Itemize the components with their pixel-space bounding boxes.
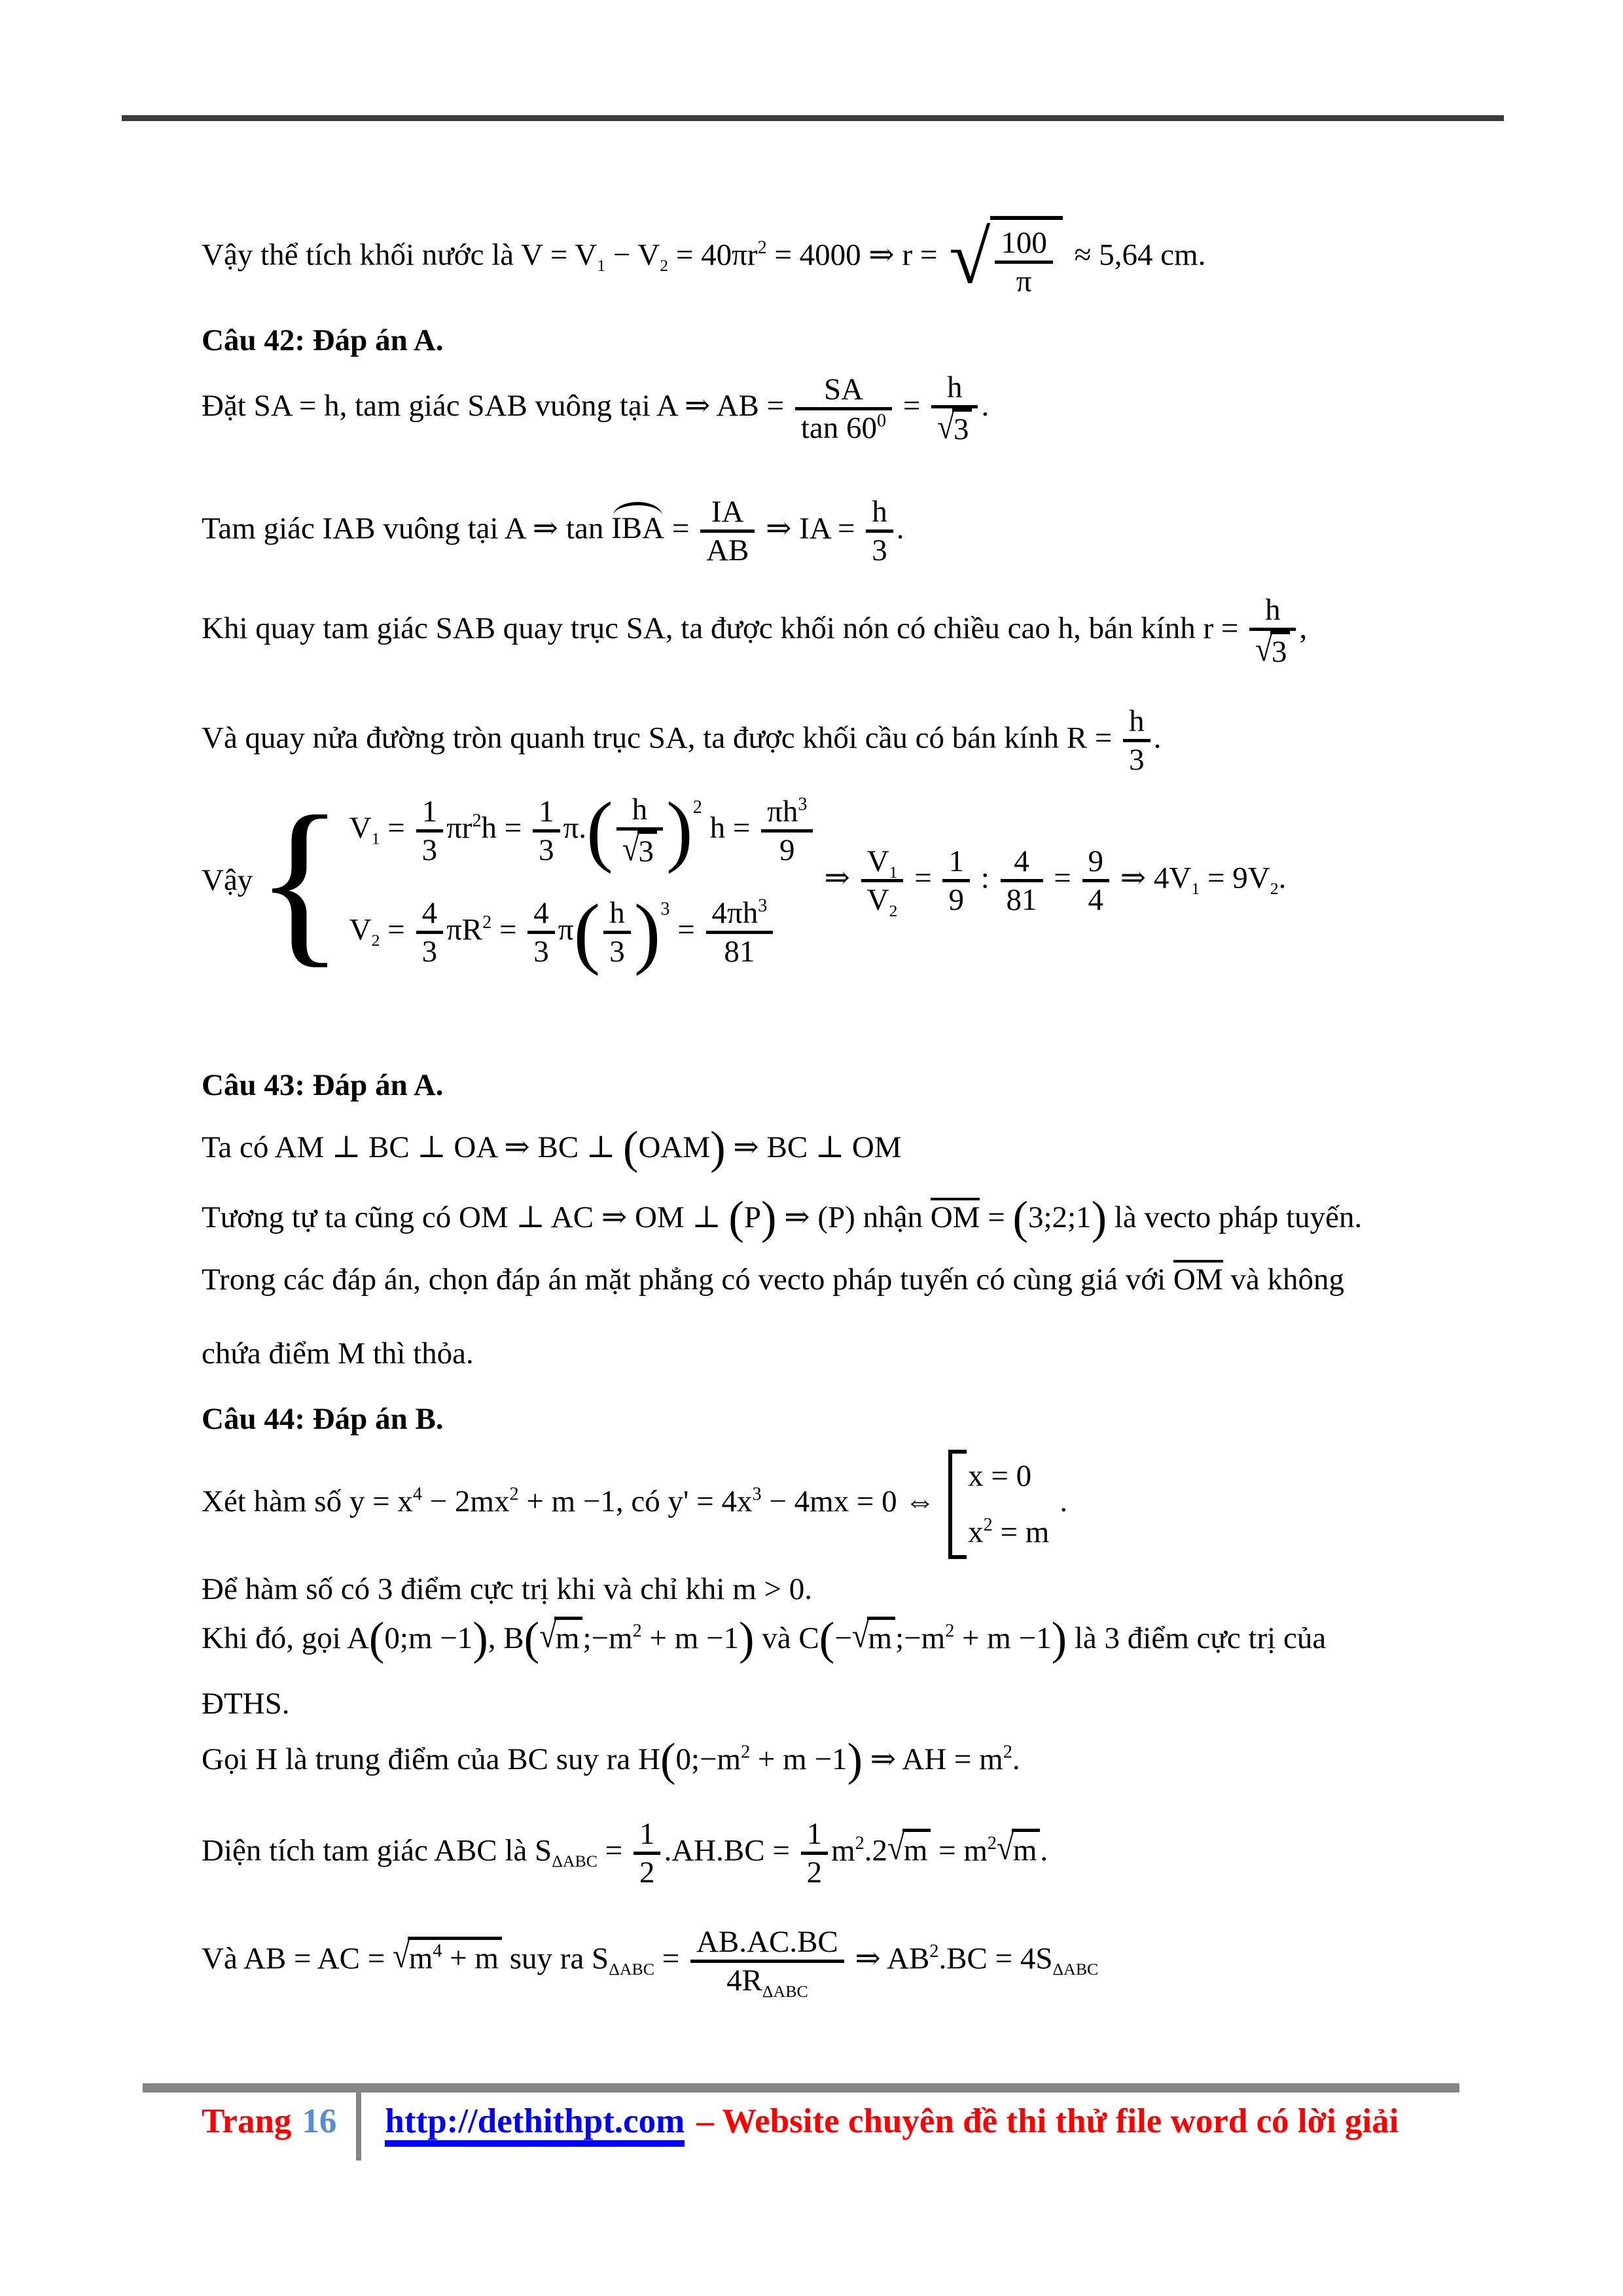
math-text: 0;−m [675,1742,741,1776]
radical-icon: √ [937,408,954,446]
superscript: 2 [855,1833,865,1854]
fraction [761,794,813,868]
radicand: m [554,1617,583,1657]
right-paren-icon: ) [666,786,693,875]
math-text: , [1299,611,1308,645]
subscript: ΔABC [609,1960,654,1979]
fraction [1001,844,1043,918]
math-text: + m −1, có y' = 4x [518,1484,753,1519]
math-text: . [1153,721,1162,755]
math-text: = [654,1941,687,1976]
math-text: V [866,883,889,918]
superscript: 2 [509,1484,519,1505]
fraction-denominator: 2 [806,1856,823,1890]
fraction-numerator: h [616,792,663,831]
fraction-denominator: 3 [421,833,438,867]
trang-label: Trang [202,2102,292,2140]
paragraph-tuong-tu [202,1192,1363,1244]
paragraph-dths: ĐTHS. [202,1687,290,1721]
radical-icon: √ [851,1617,869,1655]
text-segment: Ta có AM ⊥ BC ⊥ OA ⇒ BC ⊥ [202,1130,623,1164]
math-text: h = [702,810,758,845]
math-text: = [669,912,703,947]
superscript: 3 [798,794,808,815]
math-text: πR [446,912,483,947]
right-paren-icon: ) [761,1192,777,1244]
math-text: + m −1 [954,1621,1052,1655]
fraction-denominator: 3 [421,935,438,969]
radicand [990,216,1063,299]
cases-bracket [948,1450,1054,1559]
fraction-numerator: SA [795,372,892,410]
math-text: . [1012,1742,1020,1776]
math-text: ⇒ 4V [1113,861,1192,895]
subscript: 2 [1270,879,1279,899]
fraction-numerator: 4 [1001,844,1043,882]
math-text: ⇒ AH = m [862,1742,1003,1776]
math-text: .2 [864,1833,887,1868]
left-brace-icon: { [255,778,344,983]
math-text: 0;m −1 [384,1621,473,1655]
vector-om: OM [1173,1260,1223,1295]
math-text: ;−m [895,1621,946,1655]
left-paren-icon: ( [368,1613,385,1664]
text-segment: Diện tích tam giác ABC là S [202,1833,552,1868]
text-segment: Đặt SA = h, tam giác SAB vuông tại A ⇒ AB = [202,388,792,423]
equation-conclusion [824,844,1286,918]
fraction-numerator [861,844,904,882]
paragraph-dien-tich [202,1816,1048,1890]
math-text: − [834,1621,852,1655]
math-text: = 9V [1200,861,1270,895]
fraction-denominator: 3 [872,533,887,568]
text-segment: Khi đó, gọi A [202,1621,369,1655]
fraction-denominator [690,1963,844,2001]
system-rows [349,786,817,977]
math-text: và C [754,1621,819,1655]
fraction [633,1816,661,1890]
math-text: + m −1 [750,1742,847,1776]
text-segment: Vậy thể tích khối nước là [202,238,522,272]
fraction [801,1816,829,1890]
fraction-numerator: AB.AC.BC [690,1924,844,1963]
math-text: π [558,912,574,947]
text-segment: Khi quay tam giác SAB quay trục SA, ta được khối nón có chiều cao h, bán kính r = [202,611,1247,645]
left-paren-icon: ( [660,1734,676,1785]
radicand: m [1012,1829,1041,1869]
text-segment: Và quay nửa đường tròn quanh trục SA, ta được khối cầu có bán kính R = [202,721,1120,755]
fraction-numerator: 4 [527,895,555,934]
fraction [931,370,978,447]
case-row [968,1514,1049,1551]
fraction-denominator [616,831,663,869]
square-root [997,1829,1040,1869]
square-root [622,831,657,869]
paragraph-water-volume [202,216,1205,299]
subscript: 2 [660,256,669,276]
math-text: 4πh [711,896,758,931]
math-text: .AH.BC = [664,1833,798,1868]
math-text: − V [605,238,660,272]
math-text: − 4mx = 0 ⇔ [761,1484,944,1519]
fraction-numerator: h [603,895,631,934]
math-text: = [895,388,929,423]
heading-cau-42: Câu 42: Đáp án A. [202,323,444,357]
math-text: tan 60 [800,410,878,445]
fraction [416,794,444,868]
fraction-numerator: 1 [416,794,444,833]
right-paren-icon: ) [1091,1192,1107,1244]
fraction-denominator: π [1016,264,1032,299]
left-paren-icon: ( [1012,1192,1028,1244]
radicand: m [902,1829,931,1869]
fraction-denominator: AB [706,533,749,568]
math-text: . [1278,861,1287,895]
fraction [861,844,904,918]
vector-om: OM [931,1198,980,1233]
paragraph-xet-ham-so [202,1450,1067,1559]
fraction-denominator [931,408,978,447]
angle-hat: IBA [611,510,664,547]
fraction [527,895,555,969]
radicand: 3 [637,831,658,869]
footer-top-bar [143,2083,1459,2092]
left-paren-icon: ( [728,1192,744,1244]
fraction-numerator: 1 [801,1816,829,1855]
square-root [937,408,972,447]
superscript: 2 [741,1742,751,1763]
fraction [706,895,774,969]
text-segment: Tam giác IAB vuông tại A ⇒ tan [202,511,612,546]
math-text: OAM [638,1130,711,1164]
subscript: 2 [889,901,898,920]
math-text: = [906,861,940,895]
math-text: ⇒ BC ⊥ OM [725,1130,902,1164]
fraction-denominator: 3 [1129,743,1145,778]
math-text: . [896,511,904,546]
fraction-denominator [795,410,892,446]
superscript: 0 [877,410,887,431]
subscript: 1 [1191,879,1200,899]
subscript: ΔABC [762,1981,808,2001]
fraction-numerator: 1 [633,1816,661,1855]
fraction [942,844,970,918]
superscript: 2 [1003,1742,1012,1763]
subscript: 1 [597,256,606,276]
paragraph-khoi-cau [202,704,1161,778]
superscript: 2 [692,797,702,817]
math-text: π. [563,810,587,845]
superscript: 2 [757,237,767,258]
fraction [1123,704,1150,778]
fraction-denominator: 4 [1088,883,1104,918]
footer-tagline: – Website chuyên đề thi thử file word có lời giải [696,2102,1399,2140]
fraction-numerator: h [1123,704,1150,742]
text-segment: Tương tự ta cũng có OM ⊥ AC ⇒ OM ⊥ [202,1200,729,1234]
math-text: = m [931,1833,988,1868]
top-rule [122,115,1504,121]
fraction-denominator [1249,631,1296,670]
fraction-numerator: 4 [416,895,444,934]
math-text: . [1040,1833,1048,1868]
math-text: 3;2;1 [1027,1200,1092,1234]
math-text: = [664,511,698,546]
left-paren-icon: ( [573,888,601,977]
math-text: ⇒ (P) nhận [776,1200,931,1234]
right-paren-icon: ) [847,1734,863,1785]
fraction-denominator: 81 [724,935,755,969]
math-text: V [349,810,372,845]
fraction [533,794,560,868]
fraction-numerator: 1 [533,794,560,833]
subscript: 1 [371,829,380,848]
math-text: = 40πr [668,238,758,272]
math-text: P [743,1200,762,1234]
fraction-denominator: 3 [539,833,554,867]
subscript: 1 [889,862,898,882]
fraction-numerator [761,794,813,833]
right-paren-icon: ) [739,1613,755,1664]
heading-cau-43: Câu 43: Đáp án A. [202,1068,444,1102]
paragraph-de-ham-so: Để hàm số có 3 điểm cực trị khi và chỉ khi m > 0. [202,1572,813,1606]
math-text: = m [992,1515,1050,1550]
radical-icon: √ [887,1829,904,1868]
math-text: = [980,1200,1013,1234]
superscript: 4 [412,1484,422,1505]
fraction-denominator: 9 [779,833,795,867]
math-text: ⇒ [824,861,858,895]
text-segment: Và AB = AC = [202,1941,393,1976]
superscript: 2 [472,810,482,831]
math-text: = 4000 ⇒ r = [766,238,946,272]
superscript: 3 [660,899,670,920]
fraction-denominator: 3 [609,935,625,969]
right-paren-icon: ) [1051,1613,1067,1664]
math-text: h = [481,810,530,845]
math-text: : [972,861,997,895]
left-paren-icon: ( [819,1613,835,1664]
paragraph-khoi-non [202,592,1307,670]
superscript: 2 [983,1515,993,1535]
paragraph-khi-do-goi [202,1613,1327,1664]
superscript: 2 [632,1621,642,1641]
fraction-numerator: h [1249,592,1296,631]
paragraph-ta-co [202,1122,902,1174]
fraction [700,494,755,568]
text-segment: là vecto pháp tuyến. [1107,1200,1363,1234]
square-root [852,1617,895,1657]
math-text: x [968,1515,984,1550]
math-text: V = V [521,238,597,272]
page-footer [143,2083,1459,2161]
math-text: = [380,912,413,947]
math-text: m [831,1833,855,1868]
math-text: − 2mx [421,1484,510,1519]
subscript: ΔABC [552,1852,597,1871]
fraction-numerator [706,895,774,934]
radicand: 3 [1270,631,1291,670]
footer-link[interactable]: http://dethithpt.com [385,2104,685,2147]
math-text: + m −1 [641,1621,740,1655]
fraction-numerator: 100 [995,225,1053,264]
left-paren-icon: ( [622,1122,639,1174]
fraction-denominator: 81 [1006,883,1037,918]
fraction [866,494,893,568]
right-paren-icon: ) [473,1613,488,1664]
fraction-numerator: 1 [942,844,970,882]
footer-page-label [143,2092,356,2141]
fraction-numerator: 9 [1082,844,1110,882]
math-text: = [380,810,413,845]
math-text: = [491,912,525,947]
radicand: 3 [952,408,972,447]
paragraph-goi-h [202,1734,1020,1785]
radical-icon: √ [997,1829,1014,1868]
fraction-denominator [861,882,904,918]
math-text: ⇒ AB [847,1941,930,1976]
superscript: 2 [482,912,492,933]
equation-v2 [349,888,817,977]
subscript: ΔABC [1052,1960,1099,1979]
equation-system [202,778,1287,983]
superscript: 2 [987,1833,997,1854]
math-text: m [408,1941,433,1976]
math-text: = [1046,861,1079,895]
case-row: x = 0 [968,1459,1032,1493]
text-segment: Trong các đáp án, chọn đáp án mặt phẳng có vecto pháp tuyến có cùng giá với [202,1263,1173,1297]
math-text: .BC = 4S [938,1941,1053,1976]
text-segment: Xét hàm số y = x [202,1484,413,1519]
square-root [393,1937,502,1977]
radicand: m [867,1617,896,1657]
paragraph-chua-diem-m: chứa điểm M thì thỏa. [202,1336,474,1371]
right-paren-icon: ) [633,888,661,977]
fraction [690,1924,844,2001]
radicand [408,1937,502,1977]
fraction [603,895,631,969]
math-text: = [597,1833,630,1868]
fraction [795,372,892,446]
square-root [539,1617,582,1657]
radical-icon: √ [949,215,991,300]
superscript: 3 [758,895,768,916]
math-text: suy ra S [502,1941,609,1976]
math-text: . [1060,1484,1068,1519]
math-text: V [349,912,372,947]
math-text: ≈ 5,64 cm. [1066,238,1206,272]
paragraph-trong-cac-dap-an [202,1260,1344,1298]
equation-v1 [349,786,817,875]
math-text: 4R [726,1964,762,1998]
fraction-denominator: 2 [639,1856,655,1890]
fraction [416,895,444,969]
left-paren-icon: ( [586,786,613,875]
text-segment: Gọi H là trung điểm của BC suy ra H [202,1742,660,1776]
text-segment: là 3 điểm cực trị của [1067,1621,1327,1655]
fraction-denominator: 9 [948,883,964,918]
superscript: 4 [433,1941,442,1962]
radical-icon: √ [392,1937,410,1976]
math-text: ;−m [582,1621,633,1655]
fraction-numerator: IA [700,494,755,533]
math-text: ⇒ IA = [758,511,863,546]
heading-cau-44: Câu 44: Đáp án B. [202,1402,444,1436]
fraction [1249,592,1296,670]
paragraph-dat-sa [202,370,989,447]
math-text: , B [488,1621,524,1655]
radical-icon: √ [622,830,639,869]
fraction-numerator: h [931,370,978,408]
text-segment: và không [1222,1263,1345,1297]
math-text: πr [446,810,473,845]
radical-icon: √ [539,1617,556,1655]
radical-icon: √ [1255,630,1272,669]
footer-text [361,2092,1399,2147]
text-segment: Vậy [202,863,253,898]
fraction-numerator: h [866,494,893,533]
superscript: 2 [929,1941,939,1962]
math-text: V [866,844,889,879]
superscript: 2 [945,1621,955,1641]
page-number: 16 [302,2102,337,2140]
subscript: 2 [371,931,380,950]
left-paren-icon: ( [524,1613,540,1664]
square-root [887,1829,931,1869]
math-text: + m [442,1941,499,1976]
paragraph-tam-giac-iab [202,494,904,568]
fraction [995,225,1053,299]
fraction [616,792,663,869]
math-text: πh [767,794,798,829]
math-text: . [981,388,990,423]
right-paren-icon: ) [710,1122,726,1174]
fraction-denominator: 3 [533,935,549,969]
footer-divider [356,2092,361,2161]
superscript: 3 [752,1484,762,1505]
fraction [1082,844,1110,918]
paragraph-va-ab [202,1924,1099,2001]
square-root [949,216,1063,299]
square-root [1255,631,1290,670]
